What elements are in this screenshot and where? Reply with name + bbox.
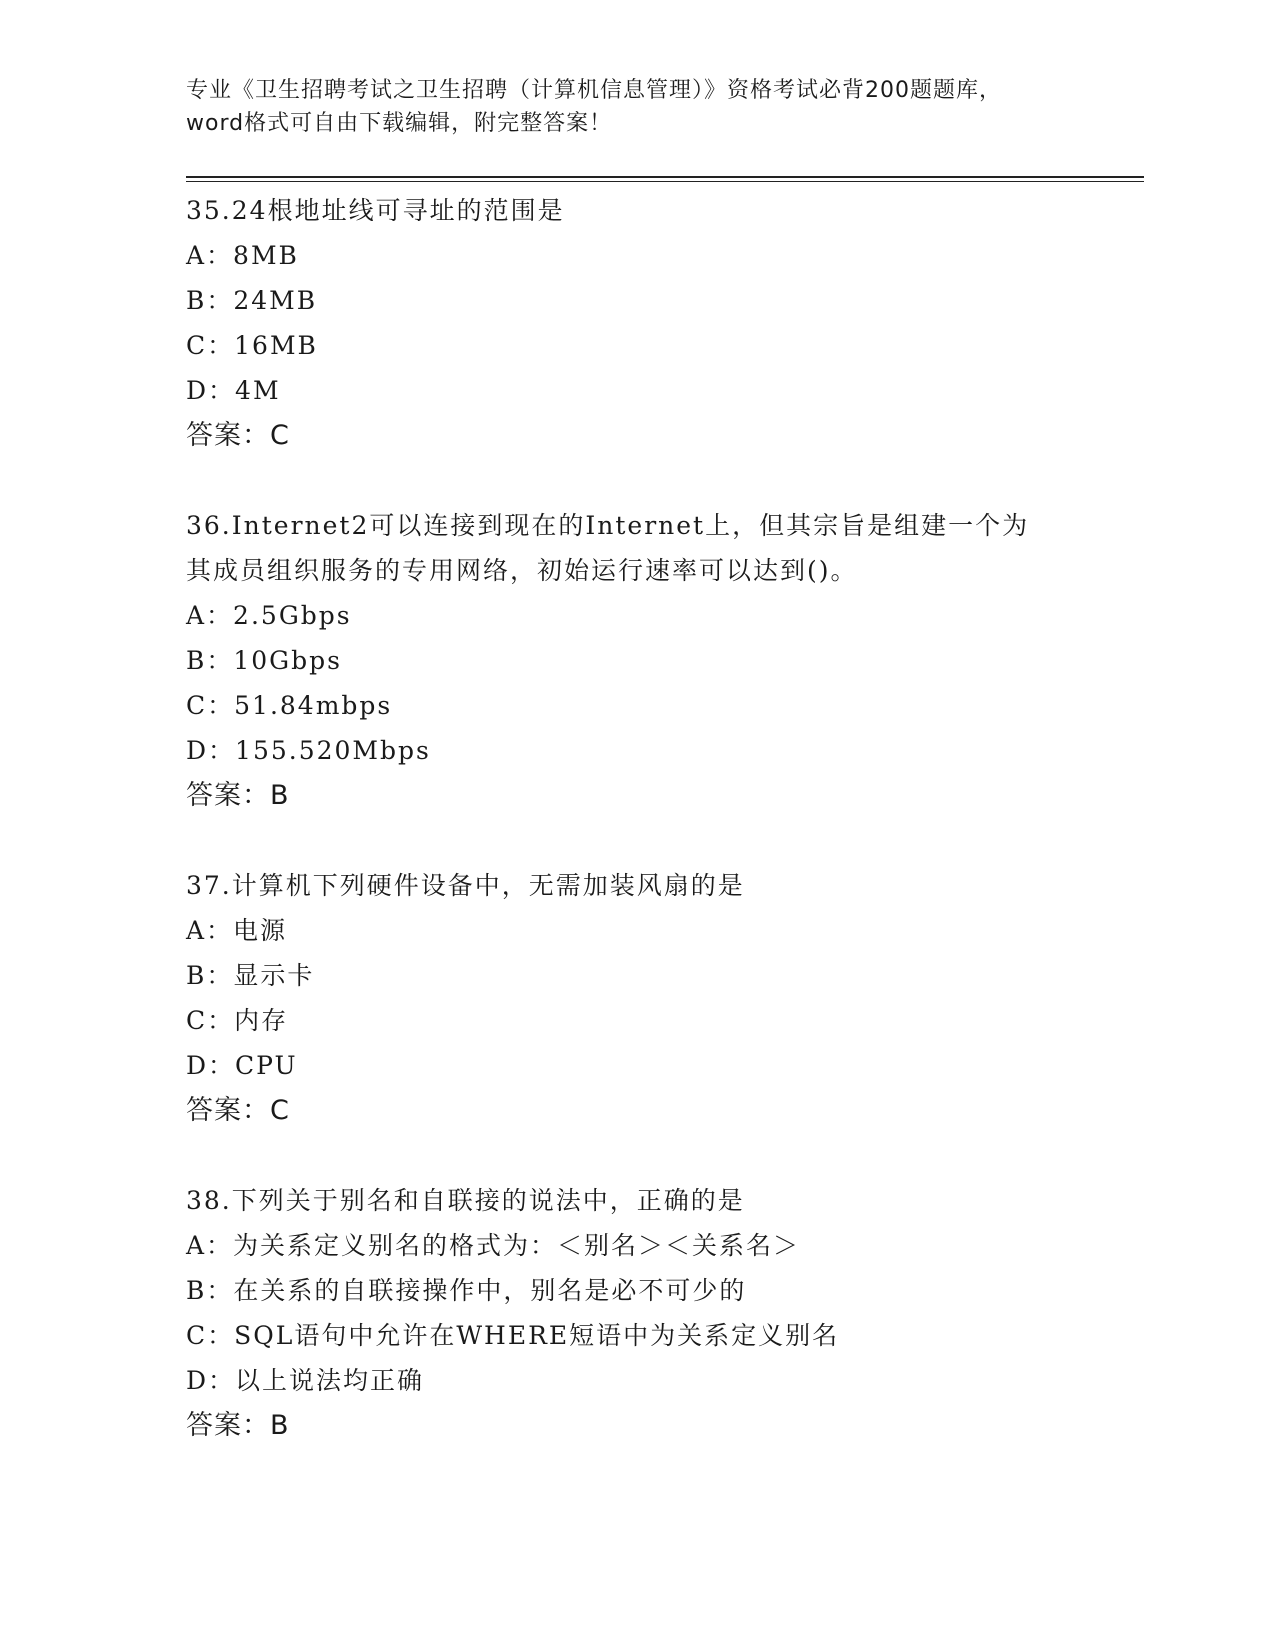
answer-key: 答案：C — [186, 420, 290, 451]
question-stem-continued: 其成员组织服务的专用网络，初始运行速率可以达到()。 — [186, 556, 858, 585]
question-37 — [186, 863, 1106, 1133]
option-d: D：CPU — [186, 1051, 298, 1080]
answer-key: 答案：C — [186, 1095, 290, 1126]
option-a: A：8MB — [186, 241, 299, 270]
option-d: D：以上说法均正确 — [186, 1366, 425, 1395]
option-a: A：2.5Gbps — [186, 601, 352, 630]
document-header — [186, 74, 1066, 140]
header-title-line-2: word格式可自由下载编辑，附完整答案！ — [186, 111, 613, 136]
option-b: B：24MB — [186, 286, 318, 315]
question-36 — [186, 503, 1106, 818]
question-stem: 37.计算机下列硬件设备中，无需加装风扇的是 — [186, 871, 745, 900]
question-stem: 35.24根地址线可寻址的范围是 — [186, 196, 565, 225]
option-b: B：在关系的自联接操作中，别名是必不可少的 — [186, 1276, 747, 1305]
option-b: B：显示卡 — [186, 961, 315, 990]
answer-key: 答案：B — [186, 780, 290, 811]
option-c: C：内存 — [186, 1006, 289, 1035]
answer-key: 答案：B — [186, 1410, 290, 1441]
option-c: C：51.84mbps — [186, 691, 393, 720]
option-c: C：16MB — [186, 331, 318, 360]
option-a: A：电源 — [186, 916, 288, 945]
option-a: A：为关系定义别名的格式为：＜别名＞＜关系名＞ — [186, 1231, 801, 1260]
question-stem: 38.下列关于别名和自联接的说法中，正确的是 — [186, 1186, 745, 1215]
question-38 — [186, 1178, 1106, 1448]
question-stem: 36.Internet2可以连接到现在的Internet上，但其宗旨是组建一个为 — [186, 511, 1030, 540]
header-divider-thick — [186, 176, 1144, 178]
header-title-line-1: 专业《卫生招聘考试之卫生招聘（计算机信息管理）》资格考试必背200题题库， — [186, 78, 1002, 103]
option-c: C：SQL语句中允许在WHERE短语中为关系定义别名 — [186, 1321, 840, 1350]
option-b: B：10Gbps — [186, 646, 342, 675]
question-list — [186, 188, 1106, 1493]
option-d: D：155.520Mbps — [186, 736, 431, 765]
header-divider-thin — [186, 181, 1144, 182]
option-d: D：4M — [186, 376, 281, 405]
question-35 — [186, 188, 1106, 458]
